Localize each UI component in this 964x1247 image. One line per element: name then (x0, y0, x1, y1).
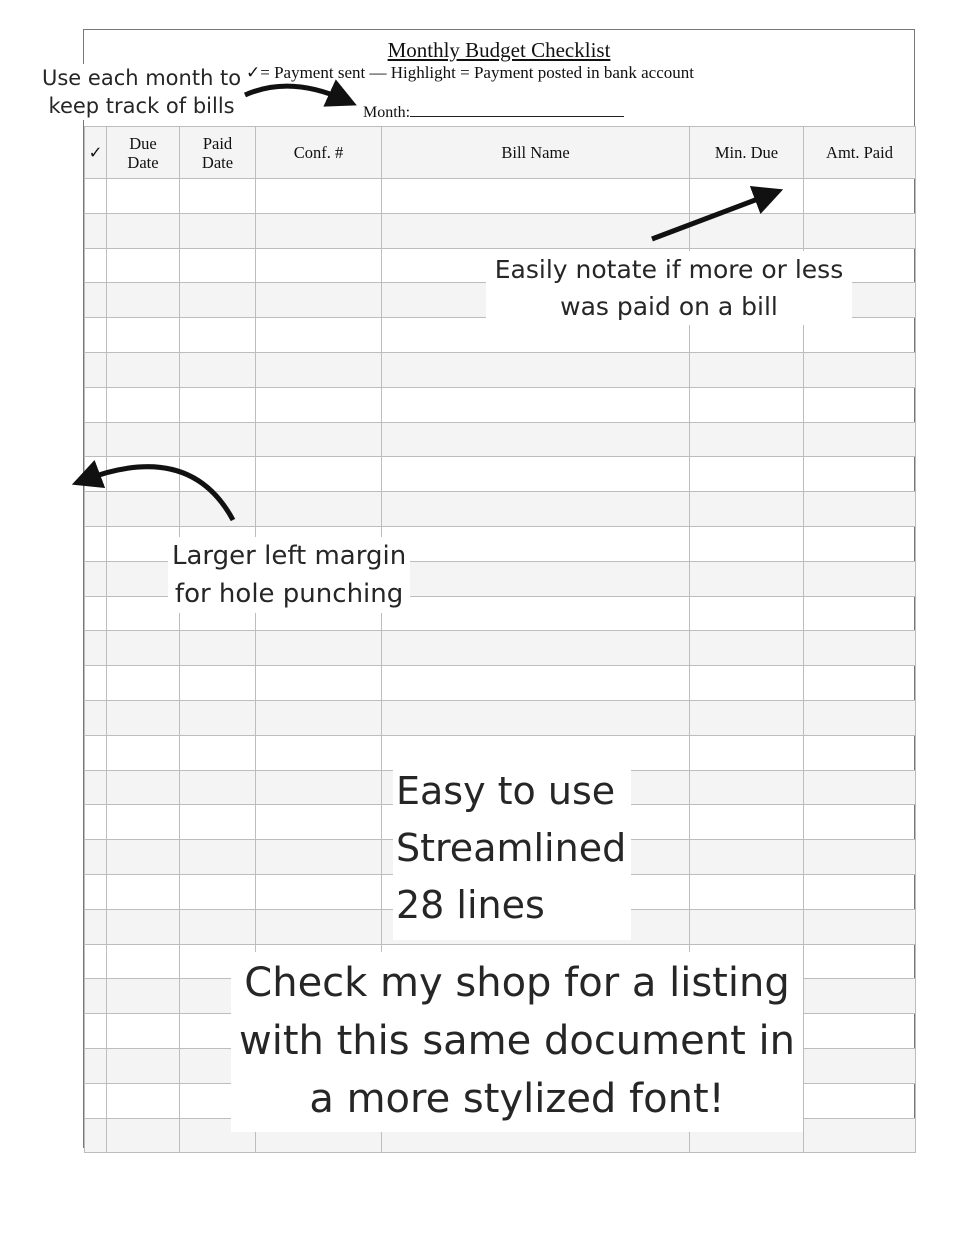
cell-bill-name[interactable] (382, 352, 690, 387)
cell-check[interactable] (85, 422, 107, 457)
cell-amt-paid[interactable] (804, 874, 916, 909)
cell-amt-paid[interactable] (804, 1118, 916, 1153)
cell-check[interactable] (85, 700, 107, 735)
header-amt-paid: Amt. Paid (804, 127, 916, 179)
cell-amt-paid[interactable] (804, 561, 916, 596)
table-row (85, 422, 916, 457)
cell-conf[interactable] (256, 666, 382, 701)
header-check: ✓ (85, 127, 107, 179)
cell-due-date[interactable] (107, 213, 180, 248)
cell-amt-paid[interactable] (804, 492, 916, 527)
annotation-features-line2: Streamlined (396, 826, 627, 870)
cell-paid-date[interactable] (180, 631, 256, 666)
cell-due-date[interactable] (107, 840, 180, 875)
cell-amt-paid[interactable] (804, 387, 916, 422)
cell-min-due[interactable] (690, 526, 804, 561)
cell-amt-paid[interactable] (804, 666, 916, 701)
cell-amt-paid[interactable] (804, 805, 916, 840)
cell-bill-name[interactable] (382, 526, 690, 561)
cell-conf[interactable] (256, 387, 382, 422)
table-row (85, 352, 916, 387)
cell-paid-date[interactable] (180, 213, 256, 248)
cell-amt-paid[interactable] (804, 352, 916, 387)
cell-min-due[interactable] (690, 700, 804, 735)
cell-paid-date[interactable] (180, 874, 256, 909)
cell-conf[interactable] (256, 457, 382, 492)
cell-min-due[interactable] (690, 666, 804, 701)
cell-check[interactable] (85, 631, 107, 666)
cell-bill-name[interactable] (382, 700, 690, 735)
cell-min-due[interactable] (690, 561, 804, 596)
cell-conf[interactable] (256, 179, 382, 214)
cell-check[interactable] (85, 492, 107, 527)
cell-min-due[interactable] (690, 805, 804, 840)
cell-paid-date[interactable] (180, 735, 256, 770)
cell-paid-date[interactable] (180, 387, 256, 422)
month-label: Month: (363, 104, 411, 121)
header-due-date-line1: Due (129, 133, 157, 153)
cell-check[interactable] (85, 1083, 107, 1118)
cell-check[interactable] (85, 805, 107, 840)
cell-conf[interactable] (256, 840, 382, 875)
cell-check[interactable] (85, 352, 107, 387)
cell-min-due[interactable] (690, 874, 804, 909)
table-row (85, 666, 916, 701)
cell-min-due[interactable] (690, 457, 804, 492)
cell-due-date[interactable] (107, 1118, 180, 1153)
cell-paid-date[interactable] (180, 909, 256, 944)
cell-amt-paid[interactable] (804, 631, 916, 666)
cell-min-due[interactable] (690, 387, 804, 422)
annotation-features (393, 757, 631, 940)
cell-bill-name[interactable] (382, 457, 690, 492)
table-row (85, 179, 916, 214)
table-row (85, 387, 916, 422)
cell-conf[interactable] (256, 770, 382, 805)
annotation-shop-line3: a more stylized font! (309, 1076, 725, 1122)
cell-check[interactable] (85, 179, 107, 214)
cell-paid-date[interactable] (180, 352, 256, 387)
cell-min-due[interactable] (690, 352, 804, 387)
table-row (85, 457, 916, 492)
cell-due-date[interactable] (107, 979, 180, 1014)
cell-due-date[interactable] (107, 1014, 180, 1049)
cell-conf[interactable] (256, 318, 382, 353)
cell-due-date[interactable] (107, 248, 180, 283)
cell-amt-paid[interactable] (804, 1048, 916, 1083)
cell-check[interactable] (85, 526, 107, 561)
cell-conf[interactable] (256, 492, 382, 527)
cell-check[interactable] (85, 1048, 107, 1083)
annotation-features-line1: Easy to use (396, 769, 616, 813)
header-due-date-line2: Date (127, 152, 159, 172)
cell-min-due[interactable] (690, 631, 804, 666)
header-paid-date-line1: Paid (202, 133, 233, 153)
cell-bill-name[interactable] (382, 666, 690, 701)
cell-check[interactable] (85, 874, 107, 909)
cell-due-date[interactable] (107, 944, 180, 979)
annotation-margin-line1: Larger left margin (172, 541, 407, 571)
cell-due-date[interactable] (107, 422, 180, 457)
cell-paid-date[interactable] (180, 283, 256, 318)
header-min-due: Min. Due (690, 127, 804, 179)
cell-due-date[interactable] (107, 700, 180, 735)
table-row (85, 492, 916, 527)
cell-amt-paid[interactable] (804, 909, 916, 944)
cell-check[interactable] (85, 909, 107, 944)
cell-due-date[interactable] (107, 770, 180, 805)
cell-conf[interactable] (256, 248, 382, 283)
cell-amt-paid[interactable] (804, 179, 916, 214)
cell-check[interactable] (85, 770, 107, 805)
annotation-shop (231, 952, 803, 1132)
cell-paid-date[interactable] (180, 666, 256, 701)
cell-conf[interactable] (256, 283, 382, 318)
table-row (85, 700, 916, 735)
cell-check[interactable] (85, 944, 107, 979)
cell-paid-date[interactable] (180, 805, 256, 840)
cell-amt-paid[interactable] (804, 1014, 916, 1049)
cell-min-due[interactable] (690, 422, 804, 457)
cell-conf[interactable] (256, 700, 382, 735)
cell-paid-date[interactable] (180, 422, 256, 457)
cell-bill-name[interactable] (382, 631, 690, 666)
cell-check[interactable] (85, 387, 107, 422)
annotation-notate (486, 251, 852, 325)
cell-due-date[interactable] (107, 387, 180, 422)
cell-amt-paid[interactable] (804, 840, 916, 875)
annotation-track-bills-line2: keep track of bills (48, 94, 235, 118)
cell-check[interactable] (85, 561, 107, 596)
annotation-notate-line1: Easily notate if more or less (494, 255, 844, 284)
cell-paid-date[interactable] (180, 248, 256, 283)
cell-min-due[interactable] (690, 735, 804, 770)
cell-conf[interactable] (256, 909, 382, 944)
cell-due-date[interactable] (107, 283, 180, 318)
cell-due-date[interactable] (107, 492, 180, 527)
cell-min-due[interactable] (690, 770, 804, 805)
header-paid-date (180, 127, 256, 179)
cell-bill-name[interactable] (382, 422, 690, 457)
table-row (85, 631, 916, 666)
month-blank-line (410, 102, 624, 117)
annotation-shop-line1: Check my shop for a listing (244, 960, 790, 1006)
cell-bill-name[interactable] (382, 387, 690, 422)
annotation-shop-line2: with this same document in (239, 1018, 795, 1064)
cell-min-due[interactable] (690, 596, 804, 631)
cell-conf[interactable] (256, 631, 382, 666)
cell-paid-date[interactable] (180, 318, 256, 353)
cell-min-due[interactable] (690, 213, 804, 248)
cell-due-date[interactable] (107, 457, 180, 492)
cell-bill-name[interactable] (382, 596, 690, 631)
cell-amt-paid[interactable] (804, 526, 916, 561)
cell-amt-paid[interactable] (804, 979, 916, 1014)
cell-due-date[interactable] (107, 735, 180, 770)
cell-check[interactable] (85, 318, 107, 353)
cell-check[interactable] (85, 735, 107, 770)
cell-due-date[interactable] (107, 1083, 180, 1118)
annotation-margin-line2: for hole punching (174, 579, 404, 609)
cell-amt-paid[interactable] (804, 457, 916, 492)
cell-due-date[interactable] (107, 318, 180, 353)
cell-conf[interactable] (256, 805, 382, 840)
cell-min-due[interactable] (690, 909, 804, 944)
cell-bill-name[interactable] (382, 179, 690, 214)
cell-check[interactable] (85, 283, 107, 318)
cell-amt-paid[interactable] (804, 596, 916, 631)
cell-conf[interactable] (256, 352, 382, 387)
cell-bill-name[interactable] (382, 213, 690, 248)
cell-paid-date[interactable] (180, 179, 256, 214)
cell-due-date[interactable] (107, 874, 180, 909)
cell-min-due[interactable] (690, 840, 804, 875)
month-field (363, 102, 624, 122)
cell-min-due[interactable] (690, 179, 804, 214)
cell-check[interactable] (85, 457, 107, 492)
cell-min-due[interactable] (690, 492, 804, 527)
cell-amt-paid[interactable] (804, 213, 916, 248)
cell-amt-paid[interactable] (804, 422, 916, 457)
header-conf: Conf. # (256, 127, 382, 179)
cell-due-date[interactable] (107, 352, 180, 387)
cell-amt-paid[interactable] (804, 770, 916, 805)
cell-check[interactable] (85, 213, 107, 248)
annotation-notate-line2: was paid on a bill (560, 292, 778, 321)
cell-paid-date[interactable] (180, 457, 256, 492)
legend-text: ✓= Payment sent — Highlight = Payment posted in bank account (246, 63, 694, 82)
cell-paid-date[interactable] (180, 492, 256, 527)
cell-check[interactable] (85, 666, 107, 701)
cell-paid-date[interactable] (180, 700, 256, 735)
cell-due-date[interactable] (107, 805, 180, 840)
cell-check[interactable] (85, 979, 107, 1014)
header-paid-date-line2: Date (201, 152, 234, 172)
annotation-track-bills (42, 64, 241, 120)
cell-check[interactable] (85, 1014, 107, 1049)
cell-check[interactable] (85, 840, 107, 875)
cell-check[interactable] (85, 596, 107, 631)
cell-due-date[interactable] (107, 1048, 180, 1083)
annotation-margin (168, 537, 410, 613)
header-bill-name: Bill Name (382, 127, 690, 179)
annotation-features-line3: 28 lines (396, 883, 545, 927)
cell-due-date[interactable] (107, 179, 180, 214)
cell-conf[interactable] (256, 422, 382, 457)
cell-amt-paid[interactable] (804, 944, 916, 979)
cell-due-date[interactable] (107, 909, 180, 944)
cell-amt-paid[interactable] (804, 1083, 916, 1118)
document-title: Monthly Budget Checklist (387, 38, 611, 62)
annotation-track-bills-line1: Use each month to (42, 66, 242, 90)
cell-amt-paid[interactable] (804, 700, 916, 735)
cell-conf[interactable] (256, 213, 382, 248)
table-row (85, 213, 916, 248)
cell-paid-date[interactable] (180, 840, 256, 875)
cell-bill-name[interactable] (382, 492, 690, 527)
cell-check[interactable] (85, 248, 107, 283)
cell-conf[interactable] (256, 735, 382, 770)
table-header-row (85, 127, 916, 179)
cell-paid-date[interactable] (180, 770, 256, 805)
cell-check[interactable] (85, 1118, 107, 1153)
cell-due-date[interactable] (107, 631, 180, 666)
cell-bill-name[interactable] (382, 561, 690, 596)
header-due-date (107, 127, 180, 179)
cell-amt-paid[interactable] (804, 735, 916, 770)
cell-due-date[interactable] (107, 666, 180, 701)
cell-conf[interactable] (256, 874, 382, 909)
